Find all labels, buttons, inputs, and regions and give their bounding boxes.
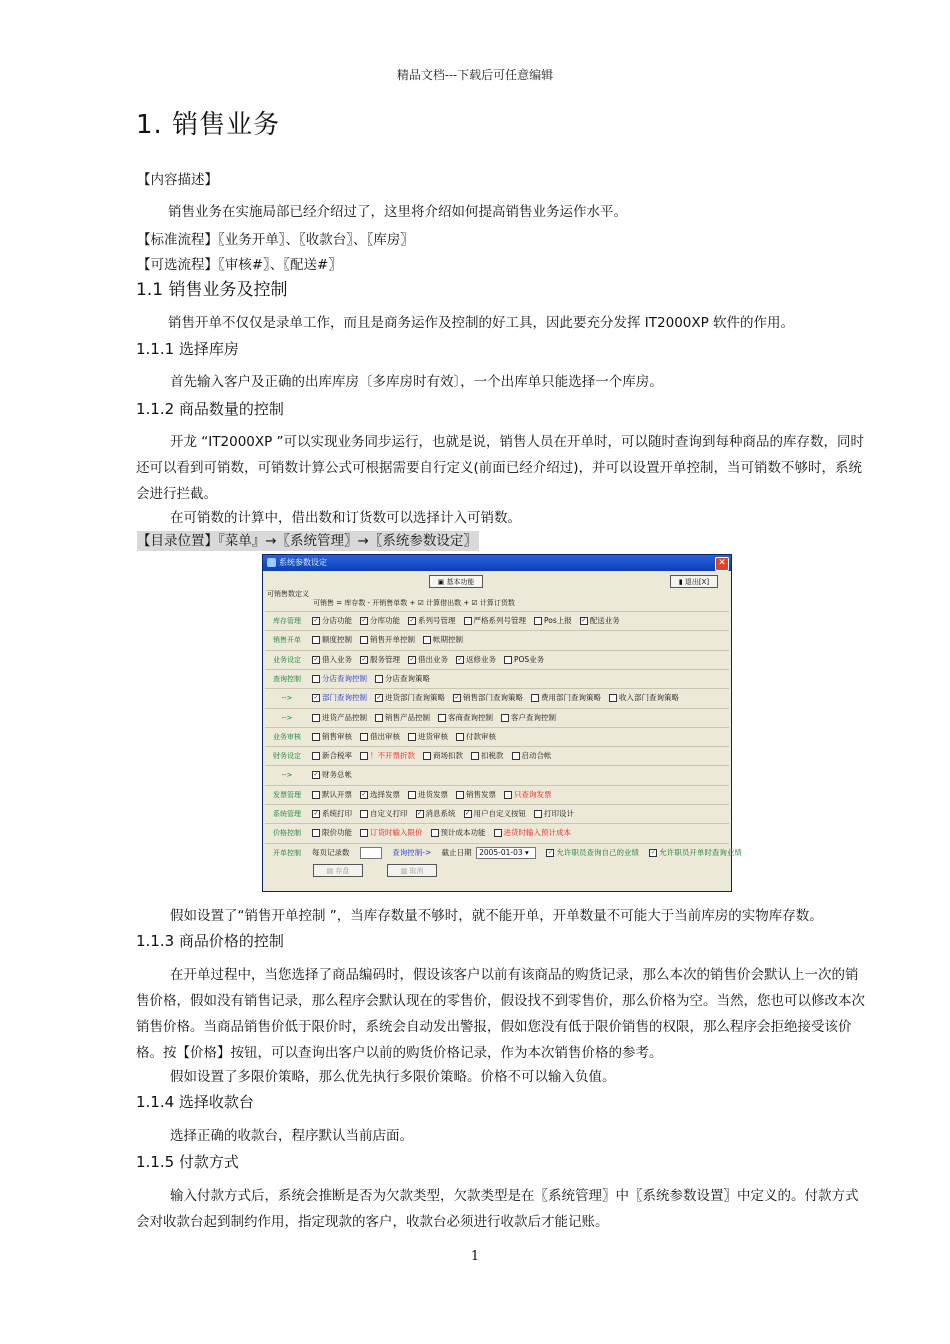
setting-label: 系列号管理 bbox=[418, 616, 456, 625]
allow-own-perf[interactable] bbox=[546, 844, 639, 862]
setting-label: 启动合帐 bbox=[521, 751, 552, 761]
row-items bbox=[312, 709, 564, 727]
setting-label: 进货部门查询策略 bbox=[385, 693, 445, 703]
checkbox-icon: ✓ bbox=[361, 790, 367, 798]
setting-checkbox[interactable] bbox=[312, 612, 352, 630]
row-label: 库存管理 bbox=[273, 617, 301, 625]
setting-label: 系统打印 bbox=[322, 809, 352, 818]
checkbox-icon: ✓ bbox=[409, 655, 415, 663]
checkbox-icon bbox=[504, 656, 512, 664]
settings-row bbox=[265, 650, 729, 669]
para-1-1-3b: 假如设置了多限价策略，那么优先执行多限价策略。价格不可以输入负值。 bbox=[170, 1069, 616, 1085]
setting-checkbox[interactable] bbox=[312, 631, 352, 649]
setting-checkbox[interactable] bbox=[580, 612, 620, 630]
setting-label: 用户自定义按钮 bbox=[473, 809, 526, 818]
setting-label: 客商查询控制 bbox=[448, 712, 493, 722]
checkbox-icon bbox=[360, 810, 368, 818]
per-page-label: 每页记录数 bbox=[312, 848, 350, 857]
checkbox-icon bbox=[360, 636, 368, 644]
checkbox-icon bbox=[534, 617, 542, 625]
row-label: 财务设定 bbox=[273, 752, 301, 761]
setting-checkbox[interactable] bbox=[494, 824, 572, 842]
row-items bbox=[312, 651, 552, 669]
settings-row bbox=[265, 688, 729, 707]
setting-label: 借出业务 bbox=[418, 654, 448, 664]
setting-label: 选择发票 bbox=[370, 789, 400, 799]
checkbox-icon bbox=[456, 733, 464, 741]
date-select[interactable]: 2005-01-03 ▾ bbox=[476, 847, 536, 859]
row-items bbox=[312, 824, 579, 842]
checkbox-icon bbox=[464, 617, 472, 625]
setting-checkbox[interactable] bbox=[360, 747, 415, 765]
setting-checkbox[interactable] bbox=[312, 805, 352, 823]
settings-row bbox=[265, 708, 729, 727]
setting-checkbox[interactable] bbox=[360, 786, 400, 804]
heading-1-1-3: 1.1.3 商品价格的控制 bbox=[136, 932, 284, 950]
setting-checkbox[interactable] bbox=[471, 747, 504, 765]
setting-label: 配送业务 bbox=[589, 616, 620, 625]
checkbox-icon bbox=[312, 829, 320, 837]
setting-checkbox[interactable] bbox=[312, 689, 367, 707]
row-label: 价格控制 bbox=[273, 829, 301, 838]
checkbox-icon bbox=[471, 752, 479, 760]
checkbox-icon bbox=[609, 694, 617, 702]
setting-label: 服务管理 bbox=[370, 654, 400, 664]
setting-label: ！不开票折款 bbox=[370, 751, 415, 761]
heading-1-1-4: 1.1.4 选择收款台 bbox=[136, 1093, 254, 1111]
basic-function-label: 基本功能 bbox=[446, 578, 475, 586]
setting-label: 商场扣款 bbox=[433, 751, 463, 761]
setting-checkbox[interactable] bbox=[312, 747, 352, 765]
setting-checkbox[interactable] bbox=[534, 612, 572, 630]
setting-label: 新合税率 bbox=[322, 751, 352, 761]
setting-checkbox[interactable] bbox=[534, 805, 574, 823]
checkbox-icon bbox=[456, 791, 464, 799]
checkbox-icon: ✓ bbox=[313, 810, 319, 817]
settings-row bbox=[265, 823, 729, 842]
setting-checkbox[interactable] bbox=[360, 651, 400, 669]
setting-checkbox[interactable] bbox=[360, 631, 415, 649]
setting-checkbox[interactable] bbox=[312, 651, 352, 669]
row-items bbox=[312, 728, 504, 746]
row-billing-control bbox=[265, 843, 742, 862]
row-label: 业务审核 bbox=[273, 732, 301, 741]
row-items bbox=[312, 612, 628, 630]
setting-checkbox[interactable] bbox=[504, 651, 544, 669]
page-number: 1 bbox=[470, 1249, 480, 1264]
row-items bbox=[312, 747, 560, 765]
page-header: 精品文档---下载后可任意编辑 bbox=[396, 68, 554, 82]
setting-checkbox[interactable] bbox=[456, 728, 496, 746]
group-label: 可销售数定义 bbox=[267, 590, 309, 598]
checkbox-icon bbox=[512, 752, 520, 760]
setting-label: 扣税款 bbox=[481, 751, 504, 761]
setting-label: 分库功能 bbox=[370, 616, 400, 625]
optional-flow: 【可选流程】〖审核#〗、〖配送#〗 bbox=[137, 257, 342, 273]
checkbox-icon bbox=[360, 733, 368, 741]
checkbox-icon: ✓ bbox=[313, 655, 319, 663]
checkbox-icon bbox=[431, 829, 439, 837]
checkbox-icon bbox=[360, 829, 368, 837]
standard-flow: 【标准流程】〖业务开单〗、〖收款台〗、〖库房〗 bbox=[137, 232, 414, 248]
setting-label: 订货时输入限价 bbox=[370, 828, 423, 838]
setting-checkbox[interactable] bbox=[408, 612, 456, 630]
setting-label: 费用部门查询策略 bbox=[541, 693, 601, 703]
app-icon bbox=[267, 558, 276, 567]
checkbox-icon bbox=[504, 791, 512, 799]
heading-1-1-2: 1.1.2 商品数量的控制 bbox=[136, 400, 284, 418]
system-params-dialog bbox=[262, 554, 742, 892]
setting-label: 财务总帐 bbox=[322, 770, 352, 780]
setting-label: 借入业务 bbox=[322, 654, 352, 664]
setting-checkbox[interactable] bbox=[312, 670, 367, 688]
content-desc-label: 【内容描述】 bbox=[137, 172, 218, 188]
basic-function-button[interactable]: ▣ 基本功能 bbox=[429, 575, 483, 588]
para-1-1-4: 选择正确的收款台，程序默认当前店面。 bbox=[170, 1128, 413, 1144]
row-items bbox=[312, 805, 582, 823]
para-1-1-2c: 假如设置了“销售开单控制 ”，当库存数量不够时，就不能开单，开单数量不可能大于当前库房的实物库存数。 bbox=[170, 908, 823, 924]
setting-label: 收入部门查询策略 bbox=[619, 693, 679, 703]
setting-checkbox[interactable] bbox=[312, 709, 367, 727]
heading-1-1: 1.1 销售业务及控制 bbox=[136, 280, 288, 300]
setting-checkbox[interactable] bbox=[423, 631, 463, 649]
setting-label: 进货产品控制 bbox=[322, 712, 367, 722]
checkbox-icon bbox=[312, 791, 320, 799]
setting-checkbox[interactable] bbox=[464, 805, 527, 823]
checkbox-icon bbox=[360, 752, 368, 760]
checkbox-icon: ✓ bbox=[313, 771, 319, 779]
checkbox-icon: ✓ bbox=[361, 655, 367, 663]
exit-label: 退出[X] bbox=[684, 578, 710, 586]
setting-label: 销售发票 bbox=[466, 789, 496, 799]
setting-label: 付款审核 bbox=[466, 731, 496, 741]
setting-label: POS业务 bbox=[514, 654, 545, 664]
row-items bbox=[312, 766, 360, 784]
settings-row bbox=[265, 611, 729, 630]
checkbox-icon bbox=[438, 714, 446, 722]
per-page-input[interactable] bbox=[360, 847, 382, 859]
setting-label: 打印设计 bbox=[544, 809, 574, 818]
setting-checkbox[interactable] bbox=[512, 747, 552, 765]
setting-label: 分店查询控制 bbox=[322, 673, 367, 683]
para-1-1: 销售开单不仅仅是录单工作，而且是商务运作及控制的好工具，因此要充分发挥 IT2000XP 软件的作用。 bbox=[168, 315, 795, 331]
checkbox-icon bbox=[501, 714, 509, 722]
settings-row bbox=[265, 669, 729, 688]
save-label: 存盘 bbox=[335, 867, 350, 875]
setting-label: 预计成本功能 bbox=[440, 828, 486, 838]
setting-label: 消息系统 bbox=[425, 809, 456, 818]
settings-row bbox=[265, 804, 729, 823]
close-icon[interactable]: ✕ bbox=[715, 557, 729, 571]
setting-checkbox[interactable] bbox=[312, 766, 352, 784]
setting-checkbox[interactable] bbox=[423, 747, 463, 765]
setting-checkbox[interactable] bbox=[360, 612, 400, 630]
row-label: 查询控制 bbox=[273, 674, 301, 683]
row-label: 发票管理 bbox=[273, 790, 301, 799]
setting-checkbox[interactable] bbox=[408, 728, 448, 746]
menu-path: 【目录位置】『菜单』→〖系统管理〗→〖系统参数设定〗 bbox=[137, 533, 477, 549]
setting-label: 额度控制 bbox=[322, 635, 352, 645]
cancel-label: 取消 bbox=[409, 867, 424, 875]
setting-checkbox[interactable] bbox=[431, 824, 486, 842]
setting-label: 销售部门查询策略 bbox=[463, 693, 523, 703]
setting-checkbox[interactable] bbox=[438, 709, 493, 727]
setting-checkbox[interactable] bbox=[456, 651, 496, 669]
setting-checkbox[interactable] bbox=[312, 728, 352, 746]
row-label: 销售开单 bbox=[273, 636, 301, 645]
setting-label: 返修业务 bbox=[466, 654, 496, 664]
setting-checkbox[interactable] bbox=[464, 612, 527, 630]
setting-label: 销售产品控制 bbox=[385, 712, 430, 722]
setting-checkbox[interactable] bbox=[360, 805, 408, 823]
para-1-1-2a: 开龙 “IT2000XP ”可以实现业务同步运行，也就是说，销售人员在开单时，可以随时查询到每种商品的库存数，同时还可以看到可销数，可销数计算公式可根据需要自行定义(前面已经介绍过)，并可以设置开单控制，当可销数不够时，系统会进行拦截。 bbox=[136, 434, 865, 502]
setting-checkbox[interactable] bbox=[375, 709, 430, 727]
checkbox-icon bbox=[312, 752, 320, 760]
row-label: 系统管理 bbox=[273, 810, 301, 818]
checkbox-icon bbox=[312, 636, 320, 644]
query-control-label[interactable]: 查询控制-> bbox=[392, 848, 432, 857]
setting-label: 限价功能 bbox=[322, 828, 352, 838]
row-items bbox=[312, 844, 750, 862]
checkbox-icon: ✓ bbox=[547, 849, 553, 856]
checkbox-icon bbox=[423, 636, 431, 644]
setting-label: 分店功能 bbox=[322, 616, 352, 625]
setting-checkbox[interactable] bbox=[416, 805, 456, 823]
heading-1-1-5: 1.1.5 付款方式 bbox=[136, 1153, 239, 1171]
checkbox-icon: ✓ bbox=[581, 617, 587, 624]
row-items bbox=[312, 786, 560, 804]
deadline-label: 截止日期 bbox=[441, 848, 472, 857]
setting-label: 严格系列号管理 bbox=[473, 616, 526, 625]
checkbox-icon bbox=[423, 752, 431, 760]
checkbox-icon bbox=[375, 675, 383, 683]
checkbox-icon: ✓ bbox=[416, 810, 423, 817]
para-1-1-5: 输入付款方式后，系统会推断是否为欠款类型，欠款类型是在〖系统管理〗中〖系统参数设置〗中定义的。付款方式会对收款台起到制约作用，指定现款的客户，收款台必须进行收款后才能记账。 bbox=[136, 1188, 859, 1230]
date-value: 2005-01-03 bbox=[479, 848, 523, 857]
setting-checkbox[interactable] bbox=[360, 728, 400, 746]
setting-label: 分店查询策略 bbox=[385, 673, 430, 683]
setting-label: 进货审核 bbox=[418, 731, 448, 741]
allow-billing-perf-label: 允许职员开单时查询业绩 bbox=[659, 848, 742, 857]
setting-checkbox[interactable] bbox=[408, 786, 448, 804]
row-label: --> bbox=[281, 771, 293, 780]
setting-checkbox[interactable] bbox=[360, 824, 423, 842]
dialog-titlebar bbox=[263, 555, 731, 571]
para-1-1-3a: 在开单过程中，当您选择了商品编码时，假设该客户以前有该商品的购货记录，那么本次的销售价会默认上一次的销售价格，假如没有销售记录，那么程序会默认现在的零售价，假设找不到零售价，那么价格为空。当然，您也可以修改本次销售价格。当商品销售价低于限价时，系统会自动发出警报，假如您没有低于限价销售的权限，那么程序会拒绝接受该价格。按【价格】按钮，可以查询出客户以前的购货价格记录，作为本次销售价格的参考。 bbox=[136, 967, 865, 1061]
checkbox-icon: ✓ bbox=[650, 849, 656, 856]
setting-checkbox[interactable] bbox=[609, 689, 679, 707]
section-title: 1. 销售业务 bbox=[136, 110, 281, 140]
para-1-1-2b: 在可销数的计算中，借出数和订货数可以选择计入可销数。 bbox=[170, 510, 521, 526]
save-button[interactable]: ▤ 存盘 bbox=[313, 864, 363, 877]
checkbox-icon: ✓ bbox=[313, 694, 319, 702]
row-items bbox=[312, 689, 687, 707]
setting-checkbox[interactable] bbox=[501, 709, 556, 727]
setting-label: 销售开单控制 bbox=[370, 635, 415, 645]
row-label: --> bbox=[281, 694, 293, 703]
checkbox-icon: ✓ bbox=[464, 810, 471, 817]
settings-row bbox=[265, 746, 729, 765]
row-label: 业务设定 bbox=[273, 655, 301, 664]
checkbox-icon: ✓ bbox=[376, 694, 382, 702]
checkbox-icon bbox=[312, 733, 320, 741]
checkbox-icon bbox=[531, 694, 539, 702]
checkbox-icon bbox=[312, 675, 320, 683]
setting-checkbox[interactable] bbox=[375, 689, 445, 707]
row-label: 开单控制 bbox=[273, 849, 301, 857]
setting-checkbox[interactable] bbox=[312, 786, 352, 804]
dialog-title: 系统参数设定 bbox=[279, 558, 327, 567]
cancel-button[interactable]: ▥ 取消 bbox=[387, 864, 437, 877]
setting-label: 进货发票 bbox=[418, 789, 448, 799]
settings-row bbox=[265, 727, 729, 746]
checkbox-icon: ✓ bbox=[409, 617, 415, 624]
settings-row bbox=[265, 785, 729, 804]
checkbox-icon bbox=[375, 714, 383, 722]
setting-label: 借出审核 bbox=[370, 731, 400, 741]
setting-label: 进货时输入预计成本 bbox=[503, 828, 571, 838]
settings-row bbox=[265, 765, 729, 784]
setting-checkbox[interactable] bbox=[456, 786, 496, 804]
row-label: --> bbox=[281, 713, 293, 722]
setting-label: 自定义打印 bbox=[370, 809, 408, 818]
checkbox-icon bbox=[408, 791, 416, 799]
checkbox-icon: ✓ bbox=[361, 617, 367, 624]
allow-own-perf-label: 允许职员查询自己的业绩 bbox=[556, 848, 639, 857]
checkbox-icon: ✓ bbox=[457, 655, 463, 663]
checkbox-icon: ✓ bbox=[454, 694, 460, 702]
setting-label: 客户查询控制 bbox=[511, 712, 556, 722]
allow-billing-perf[interactable] bbox=[649, 844, 742, 862]
setting-label: 帐期控制 bbox=[433, 635, 463, 645]
heading-1-1-1: 1.1.1 选择库房 bbox=[136, 340, 239, 358]
setting-checkbox[interactable] bbox=[375, 670, 430, 688]
setting-label: 销售审核 bbox=[322, 731, 352, 741]
setting-label: Pos上报 bbox=[544, 616, 572, 625]
content-desc: 销售业务在实施局部已经介绍过了，这里将介绍如何提高销售业务运作水平。 bbox=[168, 204, 627, 220]
setting-checkbox[interactable] bbox=[408, 651, 448, 669]
row-items bbox=[312, 631, 471, 649]
checkbox-icon bbox=[312, 714, 320, 722]
exit-button[interactable]: ▮ 退出[X] bbox=[670, 575, 718, 588]
settings-row bbox=[265, 630, 729, 649]
setting-checkbox[interactable] bbox=[453, 689, 523, 707]
setting-checkbox[interactable] bbox=[312, 824, 352, 842]
setting-label: 默认开票 bbox=[322, 789, 352, 799]
setting-label: 部门查询控制 bbox=[322, 693, 367, 703]
row-items bbox=[312, 670, 438, 688]
checkbox-icon bbox=[494, 829, 502, 837]
checkbox-icon: ✓ bbox=[313, 617, 319, 624]
setting-label: 只查询发票 bbox=[514, 789, 552, 799]
para-1-1-1: 首先输入客户及正确的出库库房〔多库房时有效〕，一个出库单只能选择一个库房。 bbox=[170, 374, 663, 390]
checkbox-icon bbox=[408, 733, 416, 741]
formula-text: 可销售 = 库存数 - 开销售单数 + ☑ 计算借出数 + ☑ 计算订货数 bbox=[313, 599, 515, 607]
setting-checkbox[interactable] bbox=[531, 689, 601, 707]
setting-checkbox[interactable] bbox=[504, 786, 552, 804]
checkbox-icon bbox=[534, 810, 542, 818]
